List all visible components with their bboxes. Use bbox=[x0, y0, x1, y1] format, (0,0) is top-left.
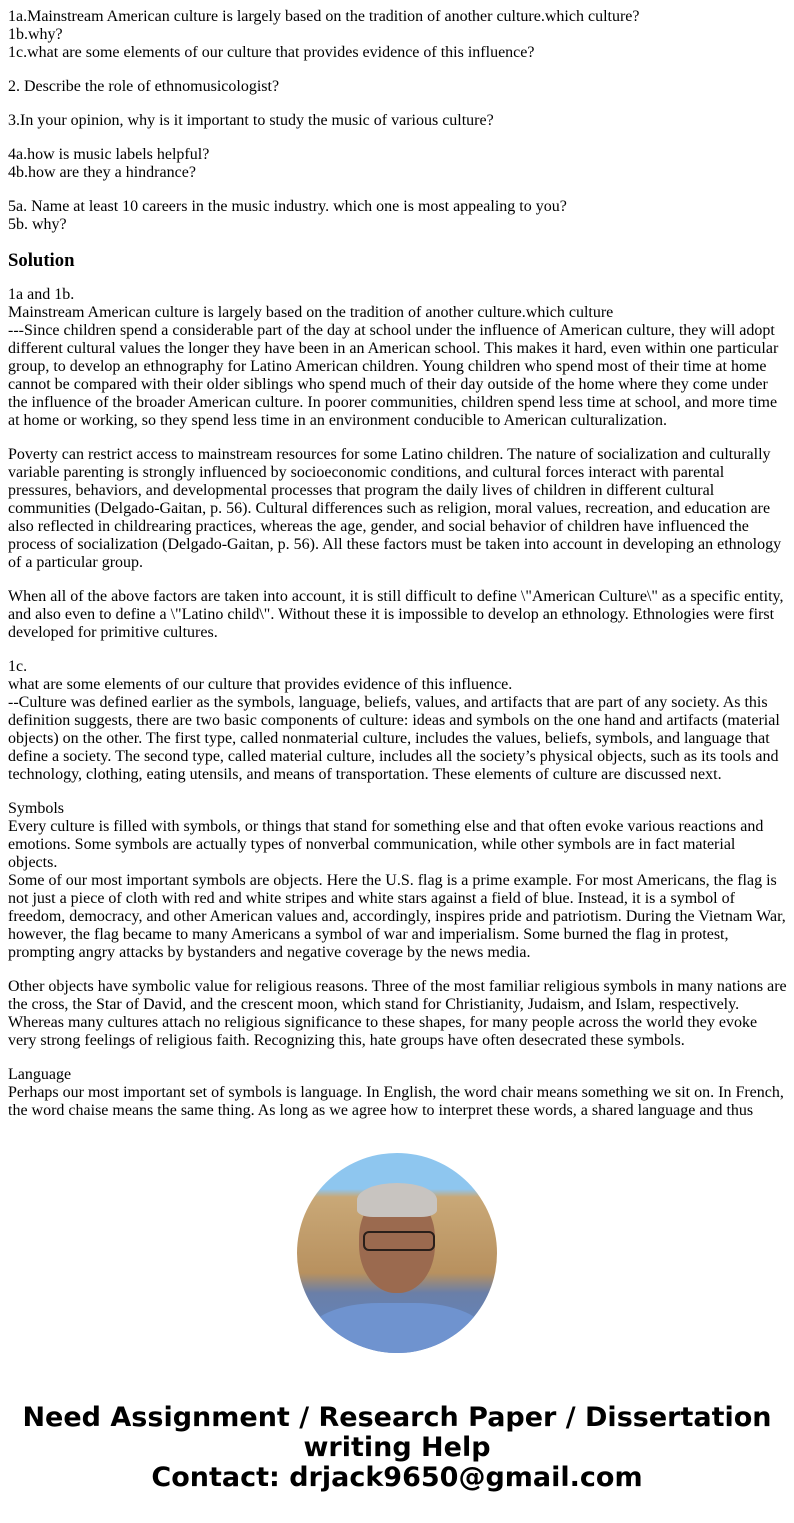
text-line: 5a. Name at least 10 careers in the music industry. which one is most appealing to you? bbox=[8, 198, 567, 215]
text-line: 2. Describe the role of ethnomusicologist? bbox=[8, 78, 280, 95]
document-body bbox=[8, 0, 788, 1122]
solution-heading: Solution bbox=[8, 250, 75, 271]
text-line: Mainstream American culture is largely based on the tradition of another culture.which culture bbox=[8, 304, 614, 321]
text-line: 1c. bbox=[8, 658, 28, 675]
questions-paragraph bbox=[8, 198, 788, 234]
text-line: 5b. why? bbox=[8, 216, 67, 233]
contact-line: Contact: drjack9650@gmail.com bbox=[151, 1462, 643, 1493]
text-line: 4a.how is music labels helpful? bbox=[8, 146, 210, 163]
solution-paragraph bbox=[8, 1066, 788, 1120]
solution-paragraph bbox=[8, 978, 788, 1050]
author-photo bbox=[297, 1153, 497, 1353]
glasses-icon bbox=[363, 1231, 435, 1251]
questions-paragraph bbox=[8, 146, 788, 182]
questions-paragraph bbox=[8, 8, 788, 62]
text-line: Some of our most important symbols are objects. Here the U.S. flag is a prime example. For most Americans, the flag is not just a piece of cloth with red and white stripes and white stars against a field of blue. Instead, it is a symbol of freedom, democracy, and other American values and, accordingly, inspires pride and patriotism. During the Vietnam War, however, the flag became to many Americans a symbol of war and imperialism. Some burned the flag in protest, prompting angry attacks by bystanders and negative coverage by the news media. bbox=[8, 872, 786, 961]
solution-paragraph bbox=[8, 658, 788, 784]
solution-paragraph bbox=[8, 446, 788, 572]
text-line: Poverty can restrict access to mainstream resources for some Latino children. The nature of socialization and culturally variable parenting is strongly influenced by socioeconomic conditions, and cultural forces interact with parental pressures, behaviors, and developmental processes that program the daily lives of children in different cultural communities (Delgado-Gaitan, p. 56). Cultural differences such as religion, moral values, recreation, and education are also reflected in childrearing practices, whereas the age, gender, and social behavior of children have influenced the process of socialization (Delgado-Gaitan, p. 56). All these factors must be taken into account in developing an ethnology of a particular group. bbox=[8, 446, 782, 571]
text-line: 3.In your opinion, why is it important to study the music of various culture? bbox=[8, 112, 494, 129]
text-line: Perhaps our most important set of symbols is language. In English, the word chair means something we sit on. In French, the word chaise means the same thing. As long as we agree how to interpret these words, a shared language and thus bbox=[8, 1084, 784, 1119]
promo-line: Need Assignment / Research Paper / Dissertation writing Help bbox=[22, 1402, 772, 1463]
solution-section bbox=[8, 286, 788, 1120]
promo-footer bbox=[0, 1403, 794, 1493]
text-line: 4b.how are they a hindrance? bbox=[8, 164, 196, 181]
questions-paragraph bbox=[8, 112, 788, 130]
questions-section bbox=[8, 8, 788, 234]
text-line: Language bbox=[8, 1066, 72, 1083]
solution-paragraph bbox=[8, 588, 788, 642]
text-line: --Culture was defined earlier as the symbols, language, beliefs, values, and artifacts that are part of any society. As this definition suggests, there are two basic components of culture: ideas and symbols on the one hand and artifacts (material objects) on the other. The first type, called nonmaterial culture, includes the values, beliefs, symbols, and language that define a society. The second type, called material culture, includes all the society’s physical objects, such as its tools and technology, clothing, eating utensils, and means of transportation. These elements of culture are discussed next. bbox=[8, 694, 780, 783]
text-line: ---Since children spend a considerable part of the day at school under the influence of American culture, they will adopt different cultural values the longer they have been in an American school. This makes it hard, even within one particular group, to develop an ethnography for Latino American children. Young children who spend most of their time at home cannot be compared with their older siblings who spend much of their day outside of the home where they come under the influence of the broader American culture. In poorer communities, children spend less time at school, and more time at home or working, so they spend less time in an environment conducible to American culturalization. bbox=[8, 322, 779, 429]
text-line: 1a.Mainstream American culture is largely based on the tradition of another culture.which culture? bbox=[8, 8, 640, 25]
solution-paragraph bbox=[8, 286, 788, 430]
text-line: When all of the above factors are taken into account, it is still difficult to define \"American Culture\" as a specific entity, and also even to define a \"Latino child\". Without these it is impossible to develop an ethnology. Ethnologies were first developed for primitive cultures. bbox=[8, 588, 784, 641]
text-line: 1b.why? bbox=[8, 26, 63, 43]
text-line: Symbols bbox=[8, 800, 65, 817]
text-line: 1c.what are some elements of our culture that provides evidence of this influence? bbox=[8, 44, 535, 61]
text-line: Other objects have symbolic value for religious reasons. Three of the most familiar religious symbols in many nations are the cross, the Star of David, and the crescent moon, which stand for Christianity, Judaism, and Islam, respectively. Whereas many cultures attach no religious significance to these shapes, for many people across the world they evoke very strong feelings of religious faith. Recognizing this, hate groups have often desecrated these symbols. bbox=[8, 978, 787, 1049]
questions-paragraph bbox=[8, 78, 788, 96]
text-line: 1a and 1b. bbox=[8, 286, 75, 303]
text-line: Every culture is filled with symbols, or things that stand for something else and that often evoke various reactions and emotions. Some symbols are actually types of nonverbal communication, while other symbols are in fact material objects. bbox=[8, 818, 764, 871]
solution-paragraph bbox=[8, 800, 788, 962]
text-line: what are some elements of our culture that provides evidence of this influence. bbox=[8, 676, 513, 693]
